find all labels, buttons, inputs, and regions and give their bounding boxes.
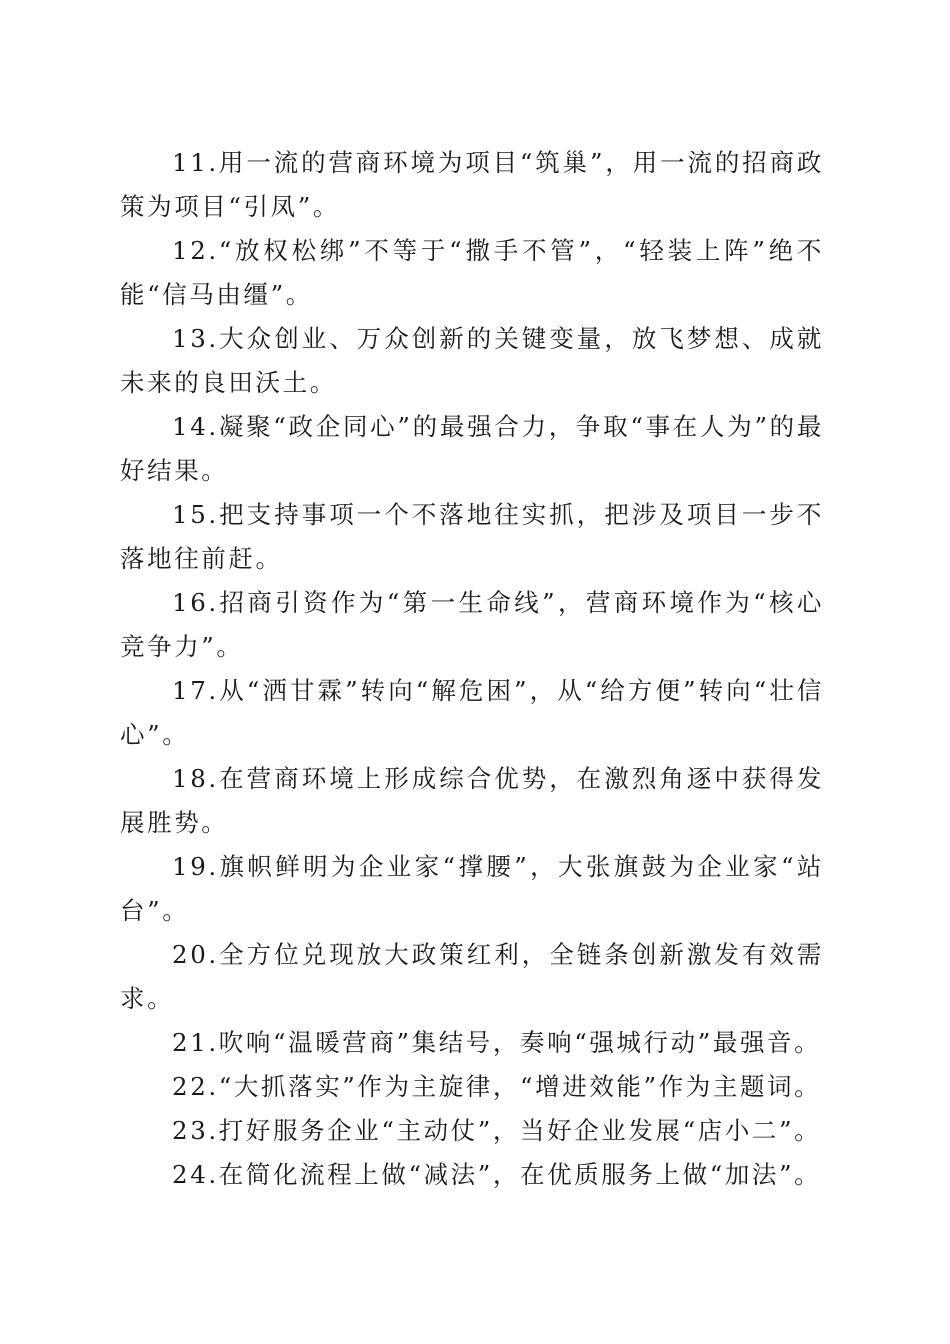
paragraph-16: 16.招商引资作为“第一生命线”，营商环境作为“核心竞争力”。 <box>120 588 824 661</box>
paragraph-17: 17.从“洒甘霖”转向“解危困”，从“给方便”转向“壮信心”。 <box>120 676 824 749</box>
paragraph-20: 20.全方位兑现放大政策红利，全链条创新激发有效需求。 <box>120 940 824 1013</box>
paragraph-24: 24.在简化流程上做“减法”，在优质服务上做“加法”。 <box>172 1160 822 1189</box>
document-body <box>120 141 824 1197</box>
paragraph-22: 22.“大抓落实”作为主旋律，“增进效能”作为主题词。 <box>172 1072 822 1101</box>
paragraph-13: 13.大众创业、万众创新的关键变量，放飞梦想、成就未来的良田沃土。 <box>120 324 824 397</box>
paragraph-14: 14.凝聚“政企同心”的最强合力，争取“事在人为”的最好结果。 <box>120 412 824 485</box>
paragraph-23: 23.打好服务企业“主动仗”，当好企业发展“店小二”。 <box>172 1116 822 1145</box>
paragraph-12: 12.“放权松绑”不等于“撒手不管”，“轻装上阵”绝不能“信马由缰”。 <box>120 236 824 309</box>
paragraph-19: 19.旗帜鲜明为企业家“撑腰”，大张旗鼓为企业家“站台”。 <box>120 852 824 925</box>
paragraph-18: 18.在营商环境上形成综合优势，在激烈角逐中获得发展胜势。 <box>120 764 824 837</box>
paragraph-11: 11.用一流的营商环境为项目“筑巢”，用一流的招商政策为项目“引凤”。 <box>120 148 824 221</box>
paragraph-15: 15.把支持事项一个不落地往实抓，把涉及项目一步不落地往前赶。 <box>120 500 824 573</box>
paragraph-21: 21.吹响“温暖营商”集结号，奏响“强城行动”最强音。 <box>172 1028 822 1057</box>
